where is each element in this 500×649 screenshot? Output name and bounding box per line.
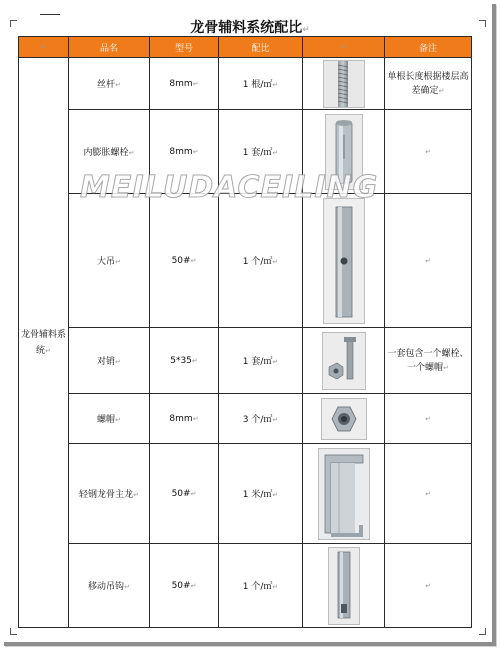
item-model: 5*35↵ [150, 328, 219, 394]
header-note: 备注 [385, 37, 472, 58]
item-name: 内膨胀螺栓↵ [69, 110, 150, 194]
table-row [19, 394, 472, 444]
paragraph-mark: ↵ [302, 25, 310, 35]
item-ratio: 1 根/㎡↵ [219, 58, 303, 110]
item-ratio: 1 个/㎡↵ [219, 194, 303, 328]
item-ratio: 3 个/㎡↵ [219, 394, 303, 444]
bolt-nut-photo [322, 332, 366, 390]
document-title-text: 龙骨辅料系统配比 [190, 20, 303, 36]
group-label-cell: 龙骨辅料系统↵ [19, 58, 69, 628]
item-note: 一套包含一个螺栓、一个螺帽↵ [385, 328, 472, 394]
document-title [0, 17, 500, 37]
hex-nut-photo [321, 398, 367, 440]
item-name: 丝杆↵ [69, 58, 150, 110]
item-name: 大吊↵ [69, 194, 150, 328]
item-name: 对销↵ [69, 328, 150, 394]
table-header-row [19, 37, 472, 58]
watermark: MEILUDACEILING [80, 170, 379, 205]
item-name: 轻钢龙骨主龙↵ [69, 444, 150, 544]
table-row [19, 328, 472, 394]
table-row [19, 444, 472, 544]
item-note: ↵ [385, 110, 472, 194]
header-model: 型号 [150, 37, 219, 58]
item-note: ↵ [385, 194, 472, 328]
threaded-rod-photo [323, 60, 365, 108]
item-photo-cell [303, 58, 385, 110]
spec-table [18, 36, 472, 628]
item-model: 8mm↵ [150, 58, 219, 110]
item-ratio: 1 套/㎡↵ [219, 328, 303, 394]
item-model: 8mm↵ [150, 110, 219, 194]
movable-hook-photo [328, 547, 360, 625]
header-empty-cell: ↵ [19, 37, 69, 58]
item-photo-cell [303, 544, 385, 628]
header-name: 品名 [69, 37, 150, 58]
item-photo-cell [303, 194, 385, 328]
item-model: 50#↵ [150, 444, 219, 544]
expansion-bolt-photo [325, 114, 363, 190]
item-note: ↵ [385, 444, 472, 544]
item-ratio: 1 米/㎡↵ [219, 444, 303, 544]
table-row [19, 110, 472, 194]
item-ratio: 1 套/㎡↵ [219, 110, 303, 194]
header-photo-cell: ↵ [303, 37, 385, 58]
item-model: 8mm↵ [150, 394, 219, 444]
item-note: ↵ [385, 544, 472, 628]
item-photo-cell [303, 328, 385, 394]
crop-mark [10, 628, 17, 635]
header-ratio: 配比 [219, 37, 303, 58]
table-row [19, 194, 472, 328]
group-label: 龙骨辅料系统 [20, 329, 66, 356]
item-name: 移动吊钩↵ [69, 544, 150, 628]
crop-mark [479, 628, 486, 635]
large-hanger-photo [323, 198, 365, 324]
table-row [19, 544, 472, 628]
item-model: 50#↵ [150, 194, 219, 328]
item-note: ↵ [385, 394, 472, 444]
item-model: 50#↵ [150, 544, 219, 628]
item-photo-cell [303, 110, 385, 194]
table-row [19, 58, 472, 110]
header-rule [40, 14, 60, 15]
item-photo-cell [303, 444, 385, 544]
item-name: 螺帽↵ [69, 394, 150, 444]
item-note: 单根长度根据楼层高差确定↵ [385, 58, 472, 110]
item-ratio: 1 个/㎡↵ [219, 544, 303, 628]
item-photo-cell [303, 394, 385, 444]
steel-main-keel-photo [318, 448, 370, 540]
